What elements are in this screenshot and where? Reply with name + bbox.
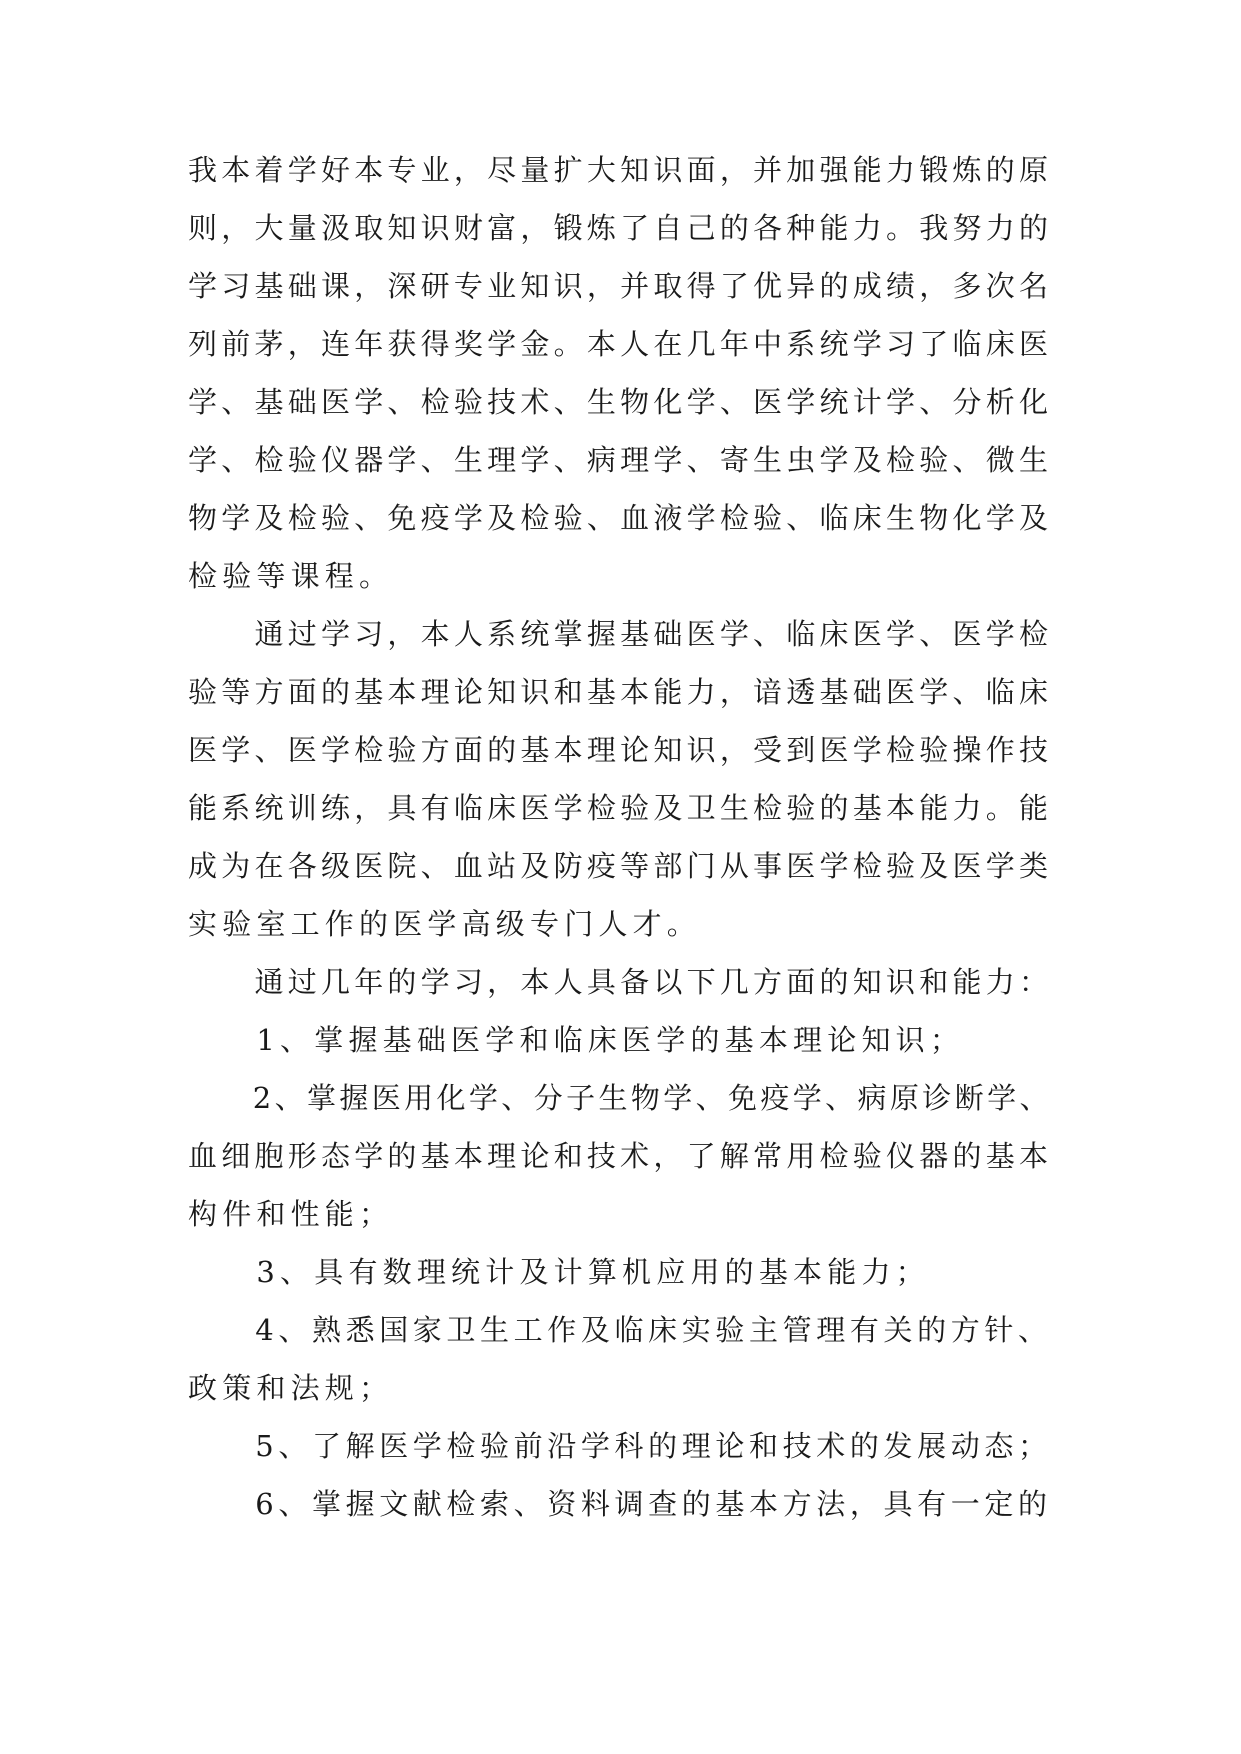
text-line: 血细胞形态学的基本理论和技术，了解常用检验仪器的基本 [188, 1139, 1053, 1173]
text-line: 成为在各级医院、血站及防疫等部门从事医学检验及医学类 [188, 849, 1053, 883]
text-line: 构件和性能； [188, 1197, 394, 1231]
text-line: 列前茅，连年获得奖学金。本人在几年中系统学习了临床医 [188, 327, 1053, 361]
text-line: 检验等课程。 [188, 559, 394, 593]
text-line: 实验室工作的医学高级专门人才。 [188, 907, 702, 941]
text-line: 3、具有数理统计及计算机应用的基本能力； [188, 1255, 930, 1289]
text-line: 2、掌握医用化学、分子生物学、免疫学、病原诊断学、 [188, 1081, 1052, 1115]
text-line: 5、了解医学检验前沿学科的理论和技术的发展动态； [188, 1429, 1052, 1463]
text-line: 通过几年的学习，本人具备以下几方面的知识和能力： [188, 965, 1053, 999]
text-line: 能系统训练，具有临床医学检验及卫生检验的基本能力。能 [188, 791, 1053, 825]
text-line: 我本着学好本专业，尽量扩大知识面，并加强能力锻炼的原 [188, 153, 1053, 187]
text-line: 4、熟悉国家卫生工作及临床实验主管理有关的方针、 [188, 1313, 1052, 1347]
text-line: 物学及检验、免疫学及检验、血液学检验、临床生物化学及 [188, 501, 1053, 535]
text-line: 验等方面的基本理论知识和基本能力，谙透基础医学、临床 [188, 675, 1053, 709]
text-line: 1、掌握基础医学和临床医学的基本理论知识； [188, 1023, 965, 1057]
text-line: 6、掌握文献检索、资料调查的基本方法，具有一定的 [188, 1487, 1052, 1521]
text-line: 学习基础课，深研专业知识，并取得了优异的成绩，多次名 [188, 269, 1053, 303]
text-line: 学、基础医学、检验技术、生物化学、医学统计学、分析化 [188, 385, 1053, 419]
text-line: 则，大量汲取知识财富，锻炼了自己的各种能力。我努力的 [188, 211, 1053, 245]
text-line: 医学、医学检验方面的基本理论知识，受到医学检验操作技 [188, 733, 1053, 767]
text-line: 政策和法规； [188, 1371, 394, 1405]
text-line: 通过学习，本人系统掌握基础医学、临床医学、医学检 [188, 617, 1053, 651]
text-line: 学、检验仪器学、生理学、病理学、寄生虫学及检验、微生 [188, 443, 1053, 477]
